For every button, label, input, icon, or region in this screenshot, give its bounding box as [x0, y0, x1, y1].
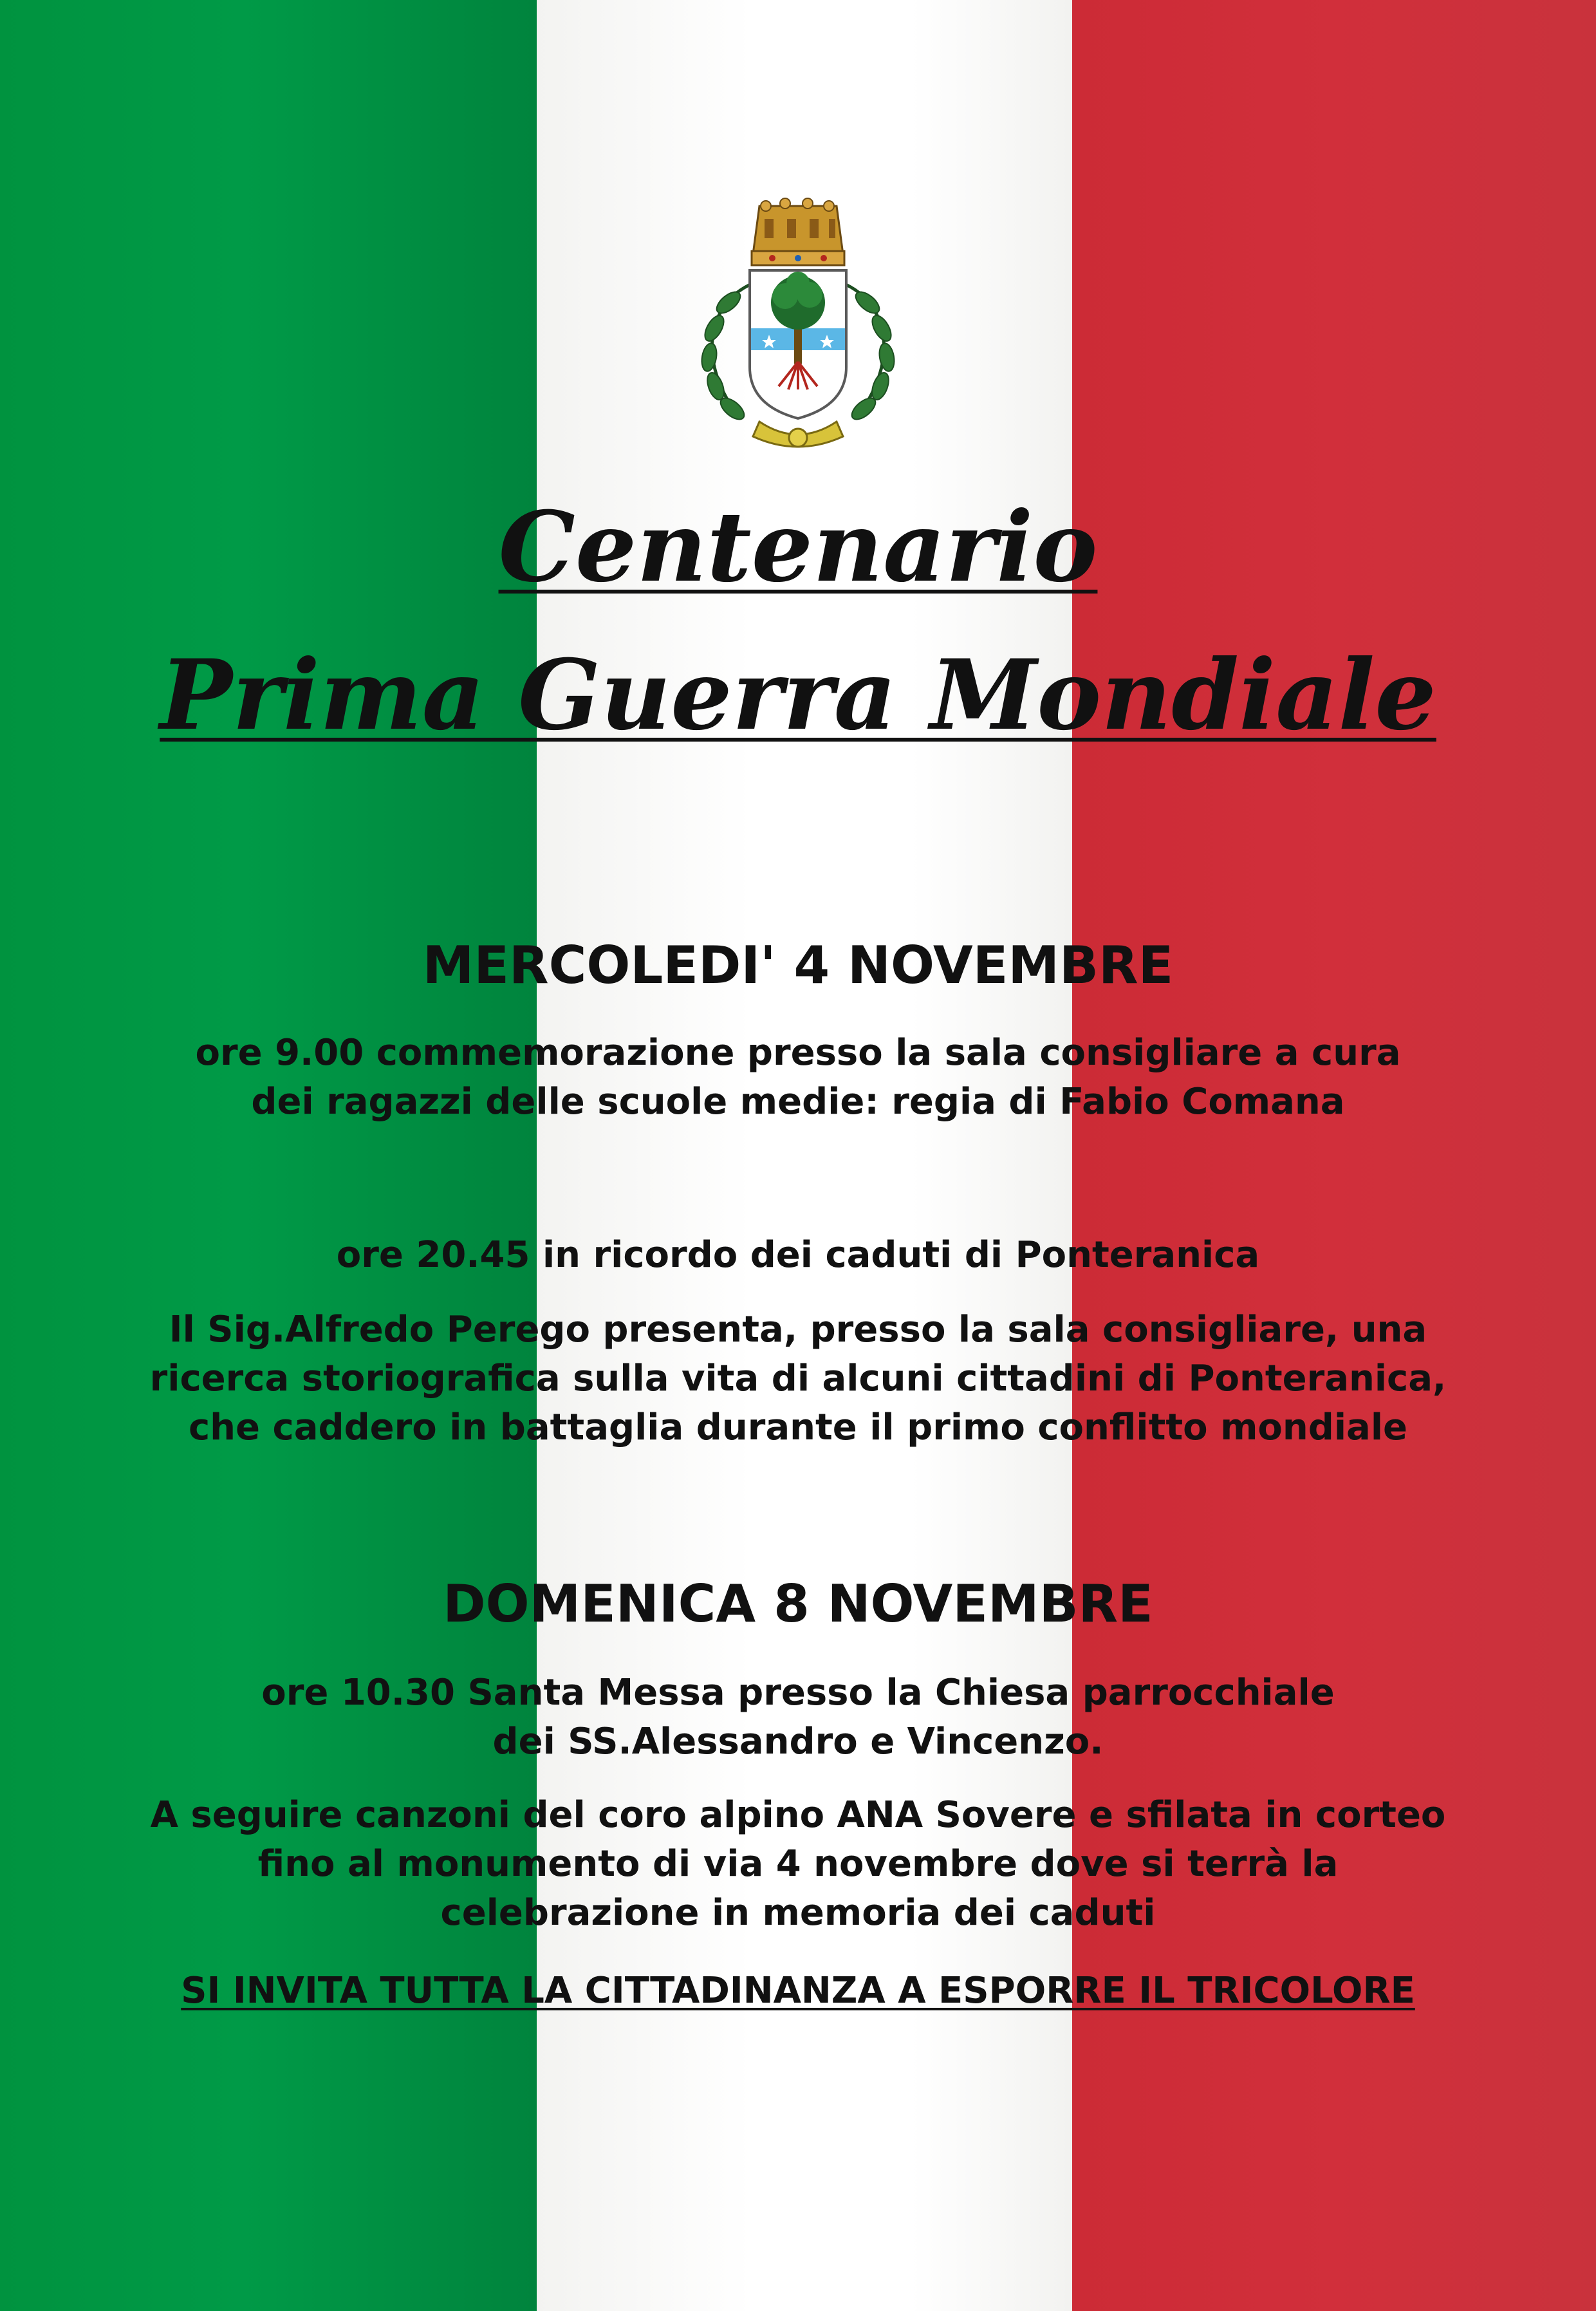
day2-event1: ore 10.30 Santa Messa presso la Chiesa parrocchiale dei SS.Alessandro e Vincenzo.	[261, 1672, 1335, 1763]
day2-event2: A seguire canzoni del coro alpino ANA Sovere e sfilata in corteo fino al monumento di via 4 novembre dove si terrà la celebrazione in memoria dei caduti	[150, 1794, 1446, 1934]
day1-event1: ore 9.00 commemorazione presso la sala consigliare a cura dei ragazzi delle scuole medie: regia di Fabio Comana	[195, 1032, 1401, 1123]
poster-title-line2: Prima Guerra Mondiale	[160, 639, 1436, 752]
day2-heading: DOMENICA 8 NOVEMBRE	[443, 1574, 1153, 1634]
day1-heading: MERCOLEDI' 4 NOVEMBRE	[422, 935, 1174, 995]
invite-notice: SI INVITA TUTTA LA CITTADINANZA A ESPORRE IL TRICOLORE	[181, 1970, 1415, 2012]
day1-event2-description: Il Sig.Alfredo Perego presenta, presso la sala consigliare, una ricerca storiografica sulla vita di alcuni cittadini di Ponteranica, che caddero in battaglia durante il primo conflitto mondiale	[149, 1309, 1447, 1448]
day1-event2-time: ore 20.45 in ricordo dei caduti di Ponteranica	[336, 1234, 1260, 1276]
poster-title-line1: Centenario	[498, 491, 1098, 604]
